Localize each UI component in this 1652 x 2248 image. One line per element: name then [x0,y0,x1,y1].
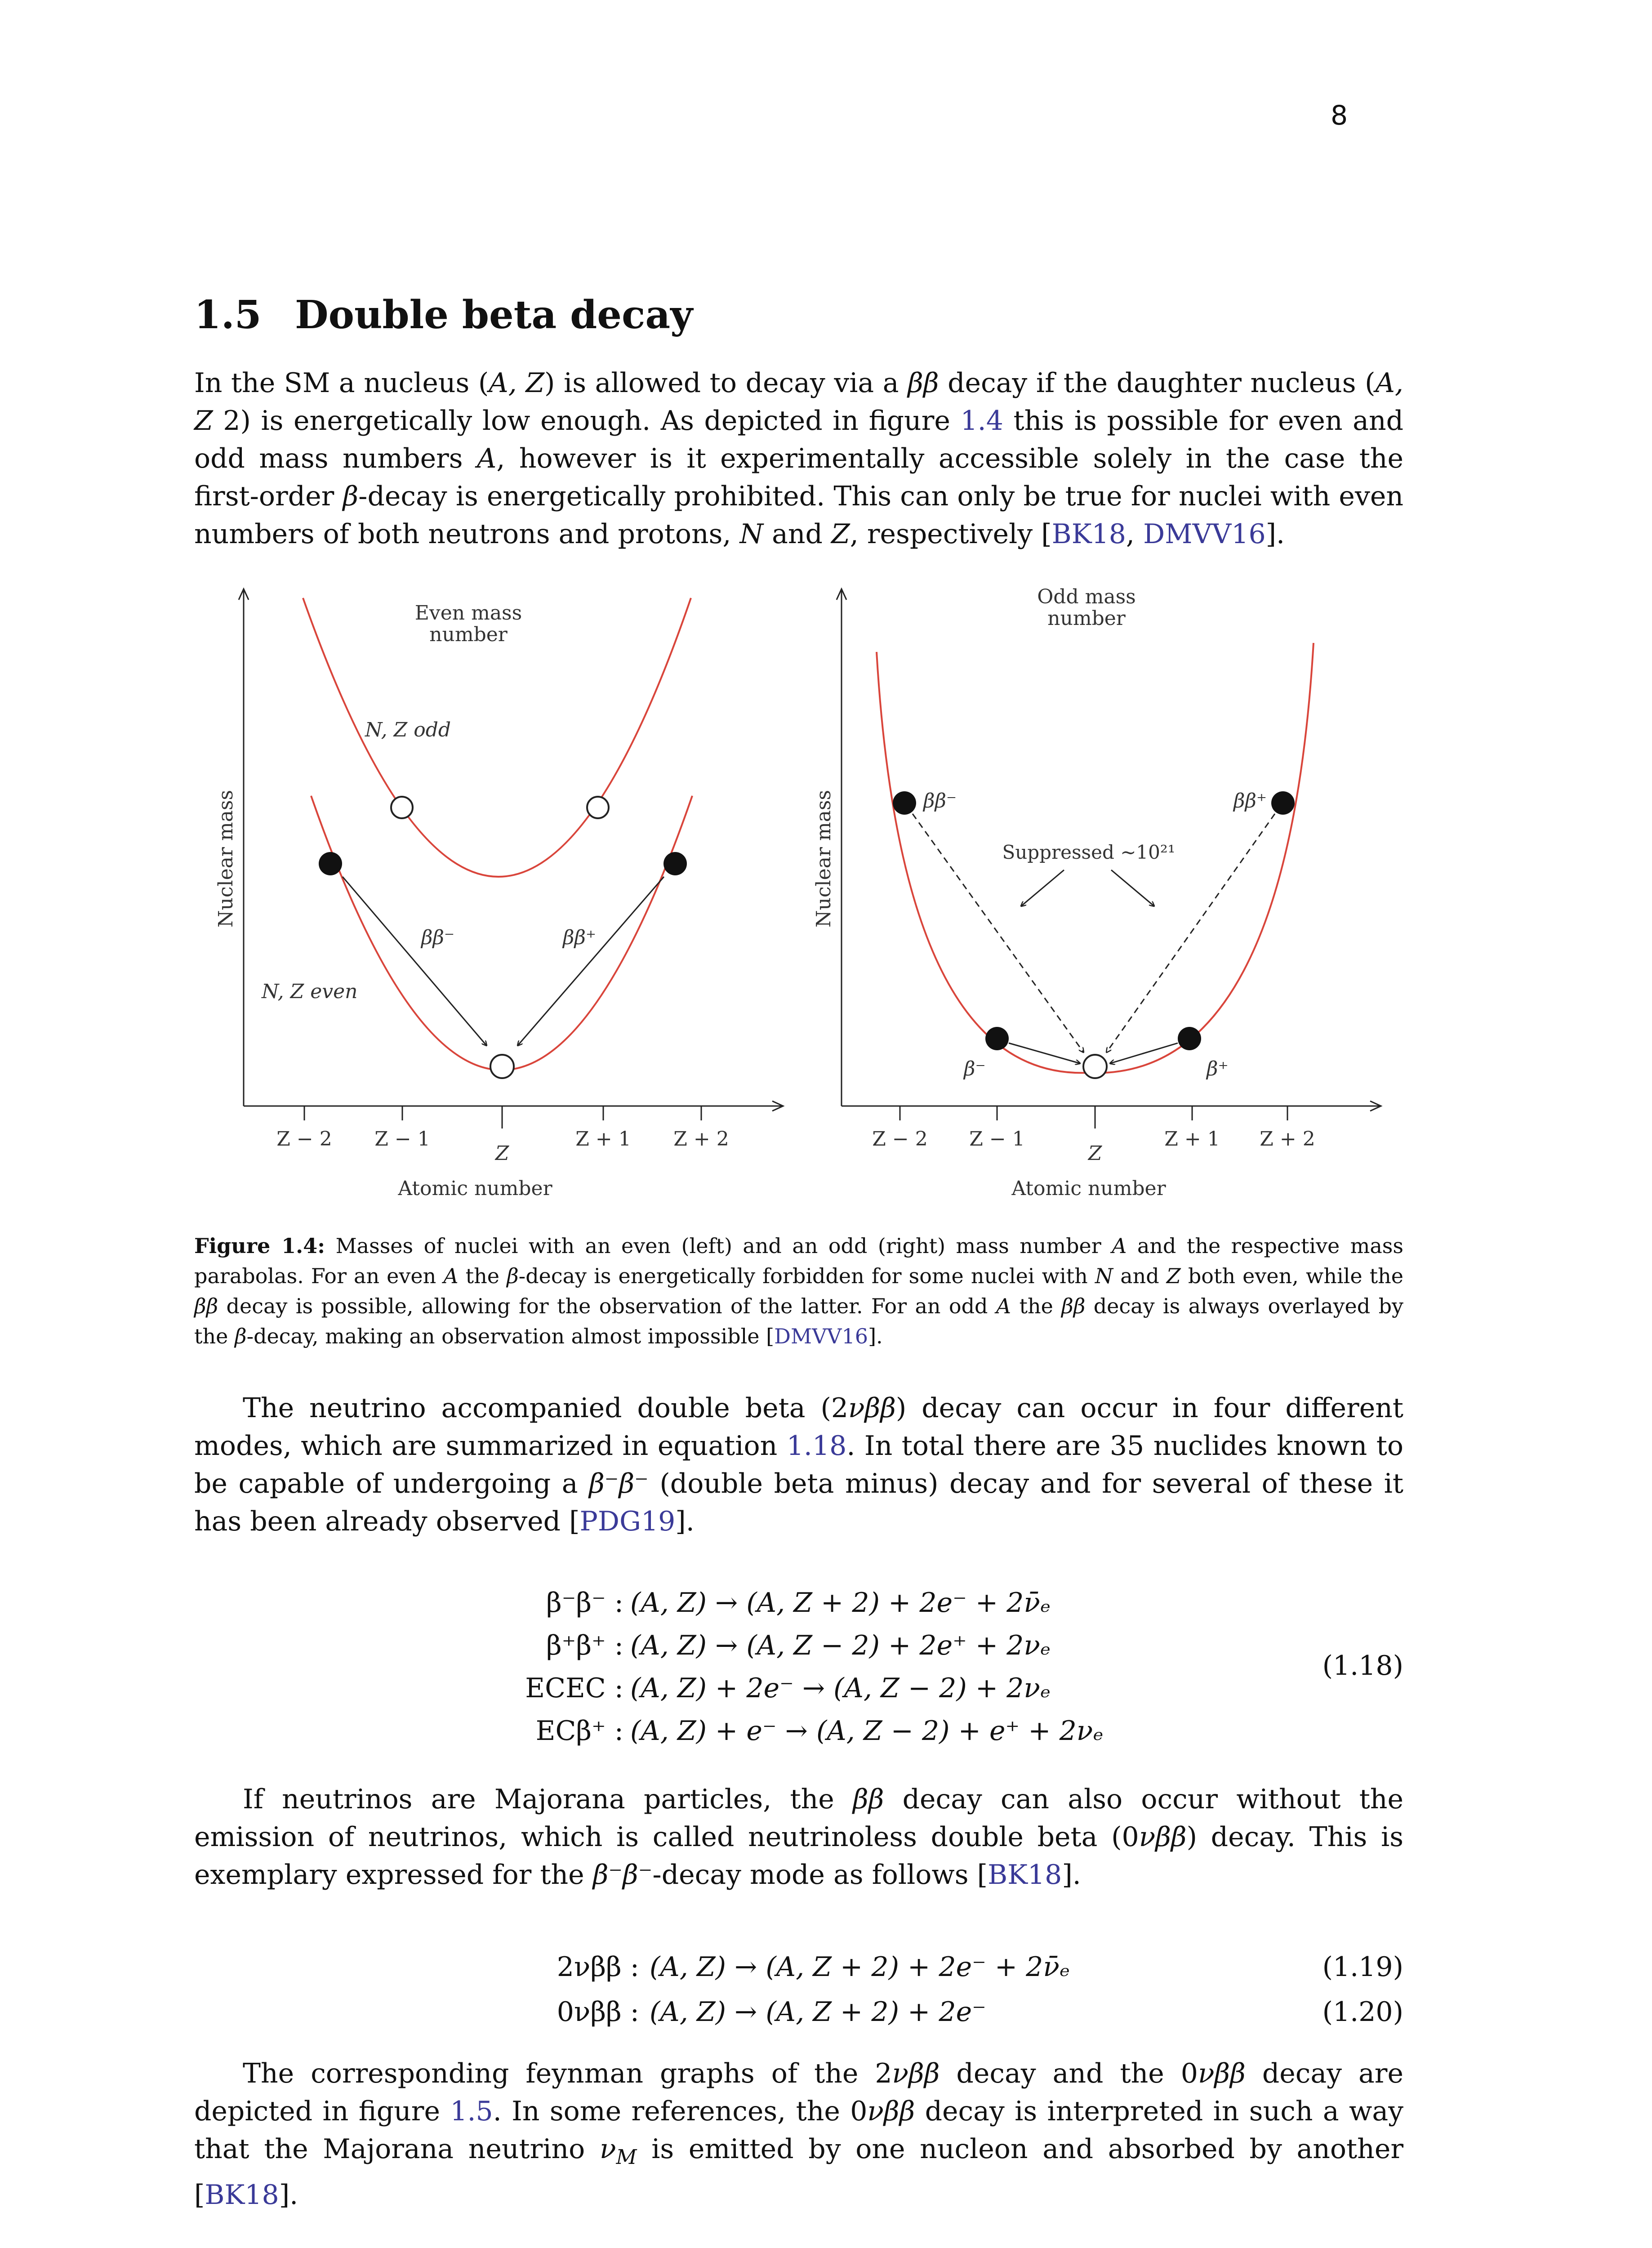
paragraph-majorana [194,1780,1403,1894]
right-arrow-b-plus [1110,1043,1178,1063]
math-run: A, Z [194,367,1403,437]
math-run: νββ [892,2058,940,2089]
eq120-label: 0νββ : [557,1996,639,2028]
text-run: ) decay. This is exemplary expressed for the [194,1821,1403,1891]
math-run: β⁻β⁻ [592,1859,653,1891]
paragraph-feynman-text [194,2055,1403,2214]
text-run: , [1126,518,1144,550]
eq118-label-2: ECEC : [525,1673,623,1704]
text-run: the [1011,1294,1062,1318]
math-run: N [739,518,764,550]
left-odd-nucleus-1 [391,797,413,818]
paragraph-intro [194,364,1403,553]
text-run: both even, while the [1180,1264,1404,1288]
reference-link[interactable]: BK18 [1051,518,1126,550]
math-run: νββ [848,1392,896,1424]
text-run: and the respective mass parabolas. For an even [194,1234,1403,1288]
reference-link[interactable]: DMVV16 [1143,518,1266,550]
right-tick-z-plus-2: Z + 2 [1260,1128,1315,1151]
math-run: A [1112,1234,1127,1258]
math-run: β⁻β⁻ [589,1468,649,1499]
eq118-rhs-1: (A, Z) → (A, Z − 2) + 2e⁺ + 2νₑ [630,1630,1051,1661]
reference-link[interactable]: PDG19 [579,1506,676,1537]
left-even-nucleus-minus2 [319,852,342,875]
left-x-label: Atomic number [398,1177,552,1200]
right-nucleus-z-plus-1 [1178,1027,1201,1050]
text-run: The corresponding feynman graphs of the 2 [243,2058,892,2089]
text-run: -decay is energetically prohibited. This can only be true for nuclei with even numbers of both neutrons and protons, [194,481,1403,550]
paragraph-2vbb-modes [194,1389,1403,1540]
eq120-rhs: (A, Z) → (A, Z + 2) + 2e⁻ [650,1996,986,2028]
left-label-bb-minus: ββ⁻ [421,926,455,949]
text-run: If neutrinos are Majorana particles, the [243,1784,853,1815]
math-run: ν [599,2133,616,2165]
figure-right-panel [812,585,1381,1200]
left-label-even: N, Z even [262,980,358,1003]
right-y-label: Nuclear mass [812,790,835,928]
figure-caption [194,1231,1403,1351]
right-arrow-suppressed-left [1021,870,1064,906]
text-run: The neutrino accompanied double beta (2 [243,1392,849,1424]
reference-link[interactable]: BK18 [988,1859,1062,1891]
figure-caption-text [194,1231,1403,1351]
math-run: N [1095,1264,1113,1288]
text-run: decay is possible, allowing for the observation of the latter. For an odd [218,1294,996,1318]
text-run: this is possible for even and odd mass numbers [194,405,1404,474]
text-run: , however is it experimentally accessible solely in the case the first-order [194,443,1404,512]
right-nucleus-z-minus-1 [985,1027,1009,1050]
text-run: ]. [868,1324,883,1348]
left-title-line1: Even mass [414,602,522,624]
text-run: ]. [279,2179,298,2211]
reference-link[interactable]: BK18 [205,2179,279,2211]
math-run: A [443,1264,459,1288]
text-run: and [763,518,832,550]
right-arrow-b-minus [1009,1043,1080,1063]
math-run: β [234,1324,247,1348]
text-run: the [458,1264,507,1288]
math-run: ββ [1061,1294,1086,1318]
left-arrow-bb-plus [518,877,664,1045]
eq118-label-3: ECβ⁺ : [535,1715,623,1747]
paragraph-intro-text [194,364,1403,553]
right-arrow-suppressed-right [1111,870,1154,906]
paragraph-2vbb-modes-text [194,1389,1403,1540]
left-label-bb-plus: ββ⁺ [563,926,597,949]
left-label-odd: N, Z odd [365,718,451,741]
math-run: νββ [867,2096,915,2127]
text-run: -decay, making an observation almost impossible [ [246,1324,775,1348]
math-run: A [477,443,497,474]
left-tick-z: Z [495,1142,509,1165]
paragraph-feynman [194,2055,1403,2214]
math-run: ββ [853,1784,884,1815]
math-run: A, Z [489,367,545,399]
text-run: 2) is energetically low enough. As depicted in figure [213,405,961,437]
right-label-bb-plus: ββ⁺ [1233,789,1267,812]
right-label-bb-minus: ββ⁻ [923,789,957,812]
reference-link[interactable]: 1.5 [450,2096,493,2127]
text-run: ]. [1265,518,1285,550]
eq118-rhs-3: (A, Z) + e⁻ → (A, Z − 2) + e⁺ + 2νₑ [630,1715,1104,1747]
eq118-label-1: β⁺β⁺ : [546,1630,623,1661]
right-nucleus-z-plus-2 [1271,791,1295,815]
section-title-text: Double beta decay [295,292,693,338]
text-run: decay can also occur without the emission of neutrinos, which is called neutrinoless double beta (0 [194,1784,1403,1853]
eq119-number: (1.19) [1322,1951,1403,1983]
right-tick-z-minus-1: Z − 1 [969,1128,1025,1151]
eq118-rhs-0: (A, Z) → (A, Z + 2) + 2e⁻ + 2ν̄ₑ [630,1587,1051,1619]
text-run: ]. [675,1506,695,1537]
page-number: 8 [1331,100,1348,131]
math-run: β [343,481,359,512]
text-run: is emitted by one nucleon and absorbed by another [ [194,2133,1404,2211]
text-run: In the SM a nucleus ( [194,367,489,399]
text-run: and [1113,1264,1167,1288]
right-nucleus-z [1083,1055,1107,1078]
math-run: νββ [1198,2058,1246,2089]
text-run: ]. [1062,1859,1081,1891]
right-title-line1: Odd mass [1037,585,1136,608]
left-tick-z-plus-2: Z + 2 [673,1128,729,1151]
left-even-nucleus-plus2 [663,852,687,875]
left-arrow-bb-minus [343,877,486,1045]
right-label-b-plus: β⁺ [1207,1057,1229,1080]
eq118-label-0: β⁻β⁻ : [546,1587,623,1619]
left-tick-z-minus-1: Z − 1 [374,1128,430,1151]
reference-link[interactable]: DMVV16 [774,1324,868,1348]
math-run: ββ [194,1294,218,1318]
section-title [194,292,693,338]
right-nucleus-z-minus-2 [893,791,916,815]
text-run: . In total there are 35 nuclides known to be capable of undergoing a [194,1430,1403,1499]
math-run: Z [1166,1264,1181,1288]
left-even-nucleus-z [490,1055,514,1078]
math-run: ββ [908,367,939,399]
text-run: ) is allowed to decay via a [544,367,908,399]
right-label-b-minus: β⁻ [964,1057,986,1080]
text-run: (double beta minus) decay and for several of these it has been already observed [ [194,1468,1403,1537]
text-run: -decay is energetically forbidden for some nuclei with [518,1264,1095,1288]
equations-1-19-1-20 [450,1951,1403,2041]
text-run: -decay mode as follows [ [652,1859,988,1891]
figure-1-4 [194,571,1408,1218]
text-run: decay and the 0 [940,2058,1198,2089]
reference-link[interactable]: 1.18 [786,1430,847,1462]
math-run: A [996,1294,1011,1318]
text-run: decay is always overlayed by the [194,1294,1404,1348]
left-y-label: Nuclear mass [214,790,237,928]
equation-1-18 [450,1587,1403,1767]
math-run: νββ [1139,1821,1187,1853]
eq119-label: 2νββ : [557,1951,639,1983]
eq119-rhs: (A, Z) → (A, Z + 2) + 2e⁻ + 2ν̄ₑ [650,1951,1070,1983]
left-tick-z-plus-1: Z + 1 [575,1128,631,1151]
text-run: ) decay can occur in four different modes, which are summarized in equation [194,1392,1403,1462]
figure-left-panel [214,589,783,1200]
math-run: M [616,2145,637,2169]
right-label-suppressed: Suppressed ~10²¹ [1002,841,1176,863]
left-parabola-even [311,796,692,1070]
text-run: , respectively [ [850,518,1052,550]
right-tick-z-minus-2: Z − 2 [872,1128,928,1151]
right-x-label: Atomic number [1011,1177,1166,1200]
text-run: Figure 1.4: [194,1234,325,1258]
eq118-number: (1.18) [1322,1650,1403,1682]
text-run: decay if the daughter nucleus ( [939,367,1376,399]
text-run: Masses of nuclei with an even (left) and an odd (right) mass number [325,1234,1112,1258]
left-title-line2: number [429,623,508,646]
math-run: β [507,1264,519,1288]
eq120-number: (1.20) [1322,1996,1403,2028]
right-tick-z: Z [1088,1142,1102,1165]
right-title-line2: number [1047,607,1126,630]
math-run: Z [831,518,850,550]
text-run: decay is interpreted in such a way that the Majorana neutrino [194,2096,1403,2165]
left-odd-nucleus-2 [587,797,609,818]
paragraph-majorana-text [194,1780,1403,1894]
eq118-rhs-2: (A, Z) + 2e⁻ → (A, Z − 2) + 2νₑ [630,1673,1051,1704]
text-run: . In some references, the 0 [493,2096,868,2127]
right-tick-z-plus-1: Z + 1 [1164,1128,1220,1151]
reference-link[interactable]: 1.4 [960,405,1003,437]
text-run: decay are depicted in figure [194,2058,1403,2127]
section-number: 1.5 [194,292,262,338]
left-tick-z-minus-2: Z − 2 [276,1128,332,1151]
